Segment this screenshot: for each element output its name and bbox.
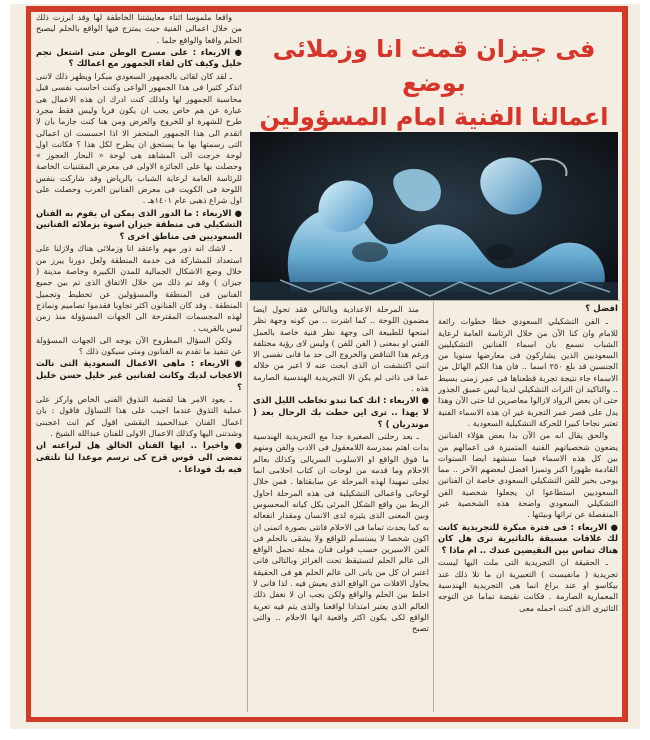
interview-question: ● واخيرا .. ايها الفنان الخالق هل لبراعته ان تمضى الى قوس قزح كى ترسم موعدا لنا نلتقى فيه بك فوداعا . xyxy=(36,440,242,474)
body-paragraph: ـ لاشك انه دور مهم واعتقد انا وزملائى هناك ولازلنا على استعداد للمشاركة فى خدمة المنطقة ولعل دورنا يبرز من خلال وضع الاشكال الجمالية للمدن الكبيرة وخاصة مدينة ( جيزان ) وقد تم ذلك من خلال الاتفاق الذى تم بين جميع الفنانين فى المنطقة والمسؤولين عن تخطيط وتجميل المنطقة . وقد كان الفنانون اكثر تجاوبا فقدموا تصاميم ونماذج لهذه المجسمات المقترحة الى الجهات المسؤولة منذ زمن ليس بالقريب . xyxy=(36,243,242,333)
body-paragraph: واقعا ملموسا اثناء معايشتنا الخاطفة لها وقد ابرزت ذلك من خلال اعمالى الفنية حيث يمتزج فيها الواقع بالحلم ليصبح الحلم واقعا والواقع حلما . xyxy=(36,12,242,45)
column-rule-1 xyxy=(247,302,248,712)
body-paragraph: والحق يقال انه من الآن بدا بعض هؤلاء الفنانين يضعون شخصياتهم الفنية المتميزة فى اعمالهم من بين كل هذه الاسماء فيما سنشهد ايضا السنوات القادمة ظهورا اكبر وتميزا افضل لبعضهم الآخر .. مما يوحى بخير للفن التشكيلي السعودي خاصة ان الفنانين السعوديين استطاعوا ان يجعلوا شخصية الفن التشكيلي السعودي واضحة هذه الشخصية غير المنفصلة عن تراثها وبيئتها . xyxy=(438,430,618,520)
headline-line-2: اعمالنا الفنية امام المسؤولين xyxy=(259,103,609,131)
body-paragraph: ـ الفن التشكيلي السعودي خطا خطوات رائعة للامام وان كنا الآن من خلال الرئاسة العامة لرعاية الشباب نسمع بان اسماء الفنانين التشكيليين السعوديين الذين يشاركون فى معارضها سنويا من الجنسين قد بلغ ٢٥٠ اسما .. فان هذا الكم الهائل من الاسماء جاء نتيجة تجربة قطعناها فى عمر زمنى بسيط .. والتاكيد ان التراث التشكيلي لدينا ليس عميق الجذور حتى ان بعض الرواد لازالوا معاصرين لنا حتى الآن وهذا يدل على قصر عمر التجربة غير ان هذه الاسماء الفنية تعتبر نجاحا كبيرا للحركة التشكيلية السعودية . xyxy=(438,316,618,428)
surreal-painting-image xyxy=(250,132,618,300)
article-column-middle xyxy=(253,304,429,710)
interview-question: ● الاربعاء : فى فترة مبكرة للتجريدية كانت لك علاقات مسبقة بالتاثيرية ترى هل كان هناك تماس بين النقيضين عندك .. ام ماذا ؟ xyxy=(438,521,618,555)
column-rule-2 xyxy=(433,302,434,712)
body-paragraph: ـ لقد كان لقائى بالجمهور السعودي مبكرا ويظهر ذلك لاننى اتذكر كثيرا فى هذا الجمهور الواعى وكنت احاسب نفسى قبل محاسبة الجمهور لها ولذلك كنت ادرك ان هذه الاعمال هى عبارة عن هم خاص يجب ان يكون فريا وليس فقط مجرد طرح للشهرة او للخروج والعرض ومن هنا كنت جازما بان لا اتقدم الى هذا الجمهور المتحفز الا اذا احسست ان اعمالى التى رسمتها بها ما يستحق ان يطرح لكل هذا ؟ فكانت اول لوحة خرجت الى المشاهد هى لوحة « البحار العجوز » وحصلت بها على الجائزة الاولى فى معرض المقتنيات الخاصة للرئاسة العامة لرعاية الشباب بالرياض وقد شاركت بنفس اللوحة فى الكويت فى معرض الفنانين العرب وحصلت على اول شراع ذهبى عام ١٤٠١هـ . xyxy=(36,71,242,206)
body-paragraph: ـ الحقيقة ان التجريدية التى ملت اليها ليست تجريدية ( مانفيست ) التعبيرية ان ما تلا ذلك عند بيكاسو او عند براغ انما هى التجريدية الهندسية المعمارية الصارمة . فكانت نقيضة تماما عن التوجه التاثيري الذى كنت احمله معى xyxy=(438,557,618,613)
body-paragraph: ـ بعد رحلتى الصغيرة جدا مع التجريدية الهندسية بدات اهتم بمدرسة اللامعقول فى الادب والفن ومنهم ما فوق الواقع او الاسلوب السريالى وكذلك بعالم الاحلام وما قدمه من لوحات ان كتاب احلامى انما تجلى تمهيدا لهذه المرحلة عن سابقتاها . فمن خلال لوحاتى واعمالى التشكيلية فى هذه المرحلة احاول الربط بين واقع الشكل المرئى بكل كيانه المحسوس وبين المعنى الذى يثيره لدى الانسان ومقدار انفعاله به كما يحدث تماما فى الاحلام فانتى بصورة اتمنى ان اكون شخصا لا يستسلم للواقع ولا يشقى بالحلم فى الفن الاسيرين حسب قولى فنان مجلة تحمل الواقع الى عالم الحلم لتستيقظ تحت الغرائز وبالتالى فانى اعتبر ان كل من ياتى الى عالم الحلم هو فى الحقيقة يحاول الافلات من الواقع الذى يعيش فيه . لذا فانى لا اخلط بين الحلم والواقع ولكن يجب ان لا نغفل ذلك العالم الذى يعتبر امتدادا لواقعنا والذى يتم فيه تعرية الواقع لكى يكون اكثر واقعية انها الاحلام .. والتى تصبح xyxy=(253,431,429,634)
interview-question: ● الاربعاء : ما الدور الذى يمكن ان يقوم به الفنان التشكيلي فى منطقة جيزان اسوة بزملائه الفنانين السعوديين فى مناطق اخرى ؟ xyxy=(36,207,242,241)
article-column-left xyxy=(36,12,242,710)
photo-bottom-rule xyxy=(249,300,620,301)
body-paragraph: ولكن السؤال المطروح الآن يوجه الى الجهات المسؤولة عن تنفيذ ما تقدم به الفنانون ومتى سيكون ذلك ؟ xyxy=(36,334,242,357)
interview-question: ● الاربعاء : على مسرح الوطن متى اشتعل نجم خليل وكيف كان لقاء الجمهور مع اعمالك ؟ xyxy=(36,46,242,69)
article-column-right xyxy=(438,304,618,710)
interview-question: ● الاربعاء : ماهى الاعمال السعودية التى نالت الاعجاب لديك وكانت لفنانين غير خليل حسن خليل ؟ xyxy=(36,358,242,392)
body-paragraph: منذ المرحلة الاعدادية وبالتالي فقد تحول ايضا مضمون اللوحة .. كما اشرت .. من كونه وجهة نظر امنحها للطبيعة الى وجهة نظر فنية خاصة بالعمل الفني او بمعنى ( الفن للفن ) وليس لاى رؤية مختلفة ورغم هذا التناقض والخروج الى حد ما فانى نفسى الا انني اكتشفت ان الذى ابحث عنه لا اعبر من خلاله عما فى ذاتى لم يكن الا التجريدية الهندسية الصارمة هذه . xyxy=(253,304,429,394)
section-lead: افضل ؟ xyxy=(585,304,618,314)
body-paragraph: ـ يعود الامر هنا لقضية التذوق الفنى الخاص واركز على عملية التذوق عندما اجيب على هذا التساؤل فاقول : بان اعمال الفنان عبدالحميد البقشى اقول كم انت اعجبنى وشدتنى اليها وكذلك الاعمال الاولى للفنان عبدالله الشيخ . xyxy=(36,394,242,439)
interview-question: ● الاربعاء : انك كما تبدو تخاطب الليل الذى لا يهدا .. ترى اين حطت بك الرحال بعد ( موندريان ) ؟ xyxy=(253,395,429,429)
headline-line-1: فى جيزان قمت انا وزملائى بوضع xyxy=(272,35,596,97)
artwork-photo xyxy=(250,132,618,300)
